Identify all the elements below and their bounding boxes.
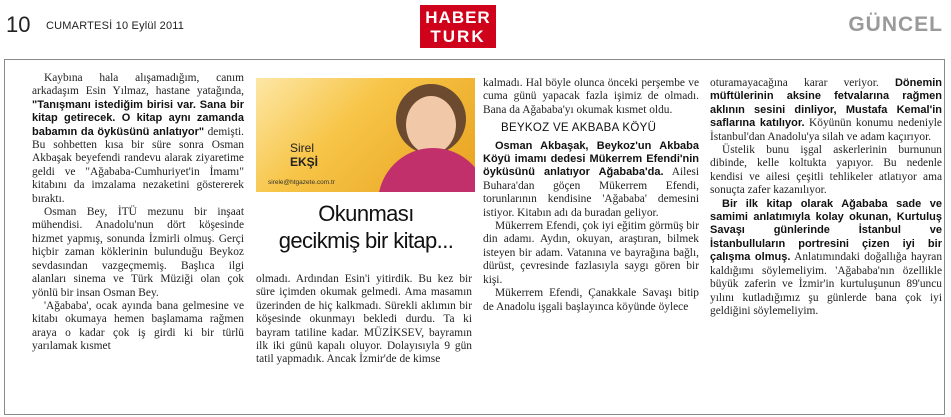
logo-text-bottom: TURK — [430, 27, 486, 46]
section-title: GÜNCEL — [848, 13, 943, 36]
paragraph: Bir ilk kitap olarak Ağababa sade ve samimi anlatımıyla kolay okunan, Kurtuluş Savaşı günlerinde İstanbul ve İstanbulluların portresini çizen iyi bir çalışma olmuş. Anlatımındaki doğallığa hayran kaldığımı söylemeliyim. 'Ağababa'nın özellikle büyük zaferin ve İzmir'in kurtuluşunun 89'uncu yılını kutladığımız şu günlerde bana çok iyi geldiğini söylemeliyim. — [710, 197, 943, 317]
article-column-4 — [710, 77, 942, 318]
article-column-2 — [256, 273, 472, 367]
article-column-3 — [483, 77, 699, 314]
headline-line-2: gecikmiş bir kitap... — [278, 228, 454, 253]
article-column-1 — [32, 72, 244, 354]
paragraph: kalmadı. Hal böyle olunca önceki perşembe ve cuma günü yapacak fazla işimiz de olmadı. Bana da Ağababa'yı okumak kısmet oldu. — [483, 77, 699, 116]
columnist-first-name: Sirel — [290, 141, 315, 155]
paragraph: Mükerrem Efendi, Çanakkale Savaşı bitip de Anadolu işgali başlayınca köyünde öylece — [483, 287, 699, 313]
page-number: 10 — [6, 12, 31, 37]
issue-date: CUMARTESİ 10 Eylül 2011 — [46, 20, 185, 32]
paragraph: 'Ağababa', ocak ayında bana gelmesine ve kitabı okumaya hemen başlamama rağmen araya o kadar çok iş girdi ki bir türlü yarılamak kısmet — [32, 299, 244, 353]
paragraph: oturamayacağına karar veriyor. Dönemin müftülerinin aksine fetvalarına rağmen aklının sesini dinliyor, Mustafa Kemal'in saflarına katılıyor. Köyünün konumu nedeniyle İstanbul'dan Anadolu'ya silah ve adam kaçırıyor. — [710, 77, 942, 143]
paragraph: Kaybına hala alışamadığım, canım arkadaşım Esin Yılmaz, hastane yatağında, "Tanışmanı istediğim birisi var. Sana bir kitap getirecek. O kitap aynı zamanda babamın da öyküsünü anlatıyor" demişti. Bu sohbetten kısa bir süre sonra Osman Akbaşak beyefendi randevu alarak ziyaretime geldi ve "Ağababa-Cumhuriyet'in İmamı" kitabını da imzalama nezaketini göstererek bıraktı. — [32, 72, 244, 205]
logo-text-top: HABER — [425, 8, 491, 27]
article-subhead: BEYKOZ VE AKBABA KÖYÜ — [501, 122, 657, 135]
columnist-email: sirele@htgazete.com.tr — [268, 179, 335, 186]
photo-shoulders — [378, 148, 475, 192]
paragraph: olmadı. Ardından Esin'i yitirdik. Bu kez bir süre içimden okumak gelmedi. Ama masamın üzerinden de hiç kalkmadı. Sürekli aklımın bir köşesinde okunmayı bekledi durdu. Ta ki bayram tatiline kadar. MÜZİKSEV, bayramın ilk iki günü kapalı oluyor. Dolayısıyla 9 gün tatil yapmadık. Ancak İzmir'de de kimse — [256, 273, 472, 366]
paragraph: Üstelik bunu işgal askerlerinin burnunun dibinde, kelle koltukta yapıyor. Bu nedenle kendisi ve ailesi çeşitli tehlikeler atlatıyor ama sonuçta zafer kazanılıyor. — [710, 144, 942, 197]
columnist-last-name: EKŞİ — [290, 155, 319, 169]
article-headline — [258, 200, 474, 254]
paragraph: Mükerrem Efendi, çok iyi eğitim görmüş bir din adamı. Aydın, okuyan, araştıran, bilmek isteyen bir adam. Vatanına ve bayrağına bağlı, dürüst, çevresinde fazlasıyla saygı gören bir kişi. — [483, 220, 699, 286]
columnist-byline — [290, 141, 318, 169]
paragraph: Osman Akbaşak, Beykoz'un Akbaba Köyü imamı dedesi Mükerrem Efendi'nin öyküsünü anlatıyor Ağababa'da. Ailesi Buhara'dan göçen Mükerrem Efendi, torunlarının kendisine 'Ağababa' demesini istiyor. Kitabın adı da buradan geliyor. — [483, 139, 699, 219]
photo-face — [406, 96, 456, 154]
headline-line-1: Okunması — [318, 201, 414, 226]
haberturk-logo — [420, 5, 496, 48]
columnist-photo — [256, 78, 475, 192]
paragraph: Osman Bey, İTÜ mezunu bir inşaat mühendisi. Anadolu'nun dört köşesinde hizmet yapmış, sonunda İzmirli olmuş. Gerçi hiçbir zaman köklerinin bulunduğu Beykoz sevdasından vazgeçmemiş. Başlıca ilgi alanları sinema ve Türk Müziği olan çok yönlü bir insan Osman Bey. — [32, 206, 244, 299]
